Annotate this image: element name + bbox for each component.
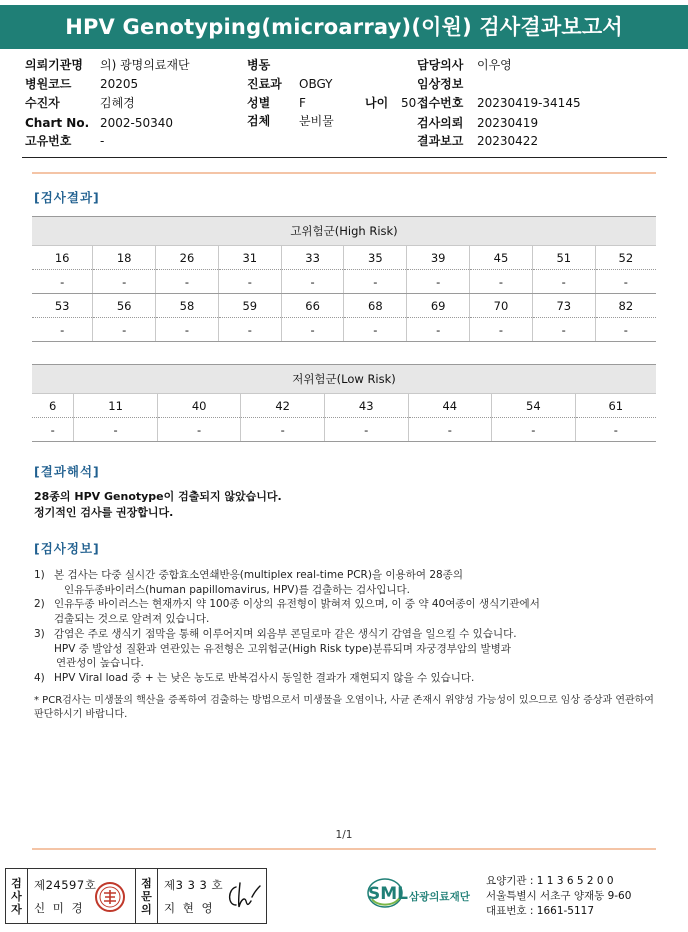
company-address: 서울특별시 서초구 양재동 9-60 xyxy=(486,890,632,902)
tester-id: 제24597호 xyxy=(34,878,97,892)
low-risk-header: 저위험군(Low Risk) xyxy=(32,365,656,394)
genotype-cell: 70 xyxy=(470,294,533,318)
section-title-info: [검사정보] xyxy=(34,541,100,556)
high-risk-header: 고위험군(High Risk) xyxy=(32,217,656,246)
result-cell: - xyxy=(492,418,576,442)
seal-stamp-icon xyxy=(94,881,126,913)
test-info-notes xyxy=(34,568,654,722)
genotype-cell: 40 xyxy=(157,394,241,418)
result-cell: - xyxy=(408,418,492,442)
table-row xyxy=(32,394,656,418)
genotype-cell: 53 xyxy=(32,294,93,318)
genotype-cell: 31 xyxy=(218,246,281,270)
genotype-cell: 44 xyxy=(408,394,492,418)
genotype-cell: 43 xyxy=(324,394,408,418)
tester-name: 신 미 경 xyxy=(34,901,85,915)
genotype-cell: 6 xyxy=(32,394,74,418)
result-cell: - xyxy=(470,270,533,294)
result-cell: - xyxy=(241,418,325,442)
info-age-value: 50 xyxy=(401,96,417,110)
list-item: 2) 인유두종 바이러스는 현재까지 약 100종 이상의 유전형이 밝혀져 있으며, 이 중 약 40여종이 생식기관에서 검출되는 것으로 알려져 있습니다. xyxy=(34,598,540,626)
genotype-cell: 33 xyxy=(281,246,344,270)
result-cell: - xyxy=(32,418,74,442)
result-cell: - xyxy=(156,270,219,294)
table-row xyxy=(32,294,656,318)
result-cell: - xyxy=(32,318,93,342)
reviewer-label: 점 문 의 xyxy=(136,869,158,923)
genotype-cell: 82 xyxy=(595,294,656,318)
result-cell: - xyxy=(157,418,241,442)
genotype-cell: 54 xyxy=(492,394,576,418)
table-row xyxy=(32,270,656,294)
handwritten-signature-icon xyxy=(224,879,264,913)
page-number: 1/1 xyxy=(335,829,353,841)
high-risk-table xyxy=(32,216,656,342)
genotype-cell: 68 xyxy=(344,294,407,318)
interpretation-line: 28종의 HPV Genotype이 검출되지 않았습니다. xyxy=(34,490,282,503)
result-cell: - xyxy=(74,418,158,442)
header-divider xyxy=(22,157,667,158)
result-cell: - xyxy=(281,318,344,342)
logo-company-name: 삼광의료재단 xyxy=(409,891,470,903)
result-cell: - xyxy=(324,418,408,442)
result-cell: - xyxy=(407,318,470,342)
result-cell: - xyxy=(575,418,656,442)
genotype-cell: 66 xyxy=(281,294,344,318)
genotype-cell: 59 xyxy=(218,294,281,318)
reviewer-cell xyxy=(158,869,266,923)
table-row xyxy=(32,318,656,342)
report-title: HPV Genotyping(microarray)(이원) 검사결과보고서 xyxy=(0,5,688,49)
tester-cell xyxy=(28,869,136,923)
company-phone: 대표번호 : 1661-5117 xyxy=(486,905,595,917)
genotype-cell: 73 xyxy=(532,294,595,318)
result-cell: - xyxy=(156,318,219,342)
reviewer-id: 제3 3 3 호 xyxy=(164,878,224,892)
logo-text: SML xyxy=(368,884,408,904)
section-divider xyxy=(32,172,656,174)
list-item: 4) HPV Viral load 중 + 는 낮은 농도로 반복검사시 동일한 결과가 재현되지 않을 수 있습니다. xyxy=(34,671,475,684)
result-cell: - xyxy=(93,318,156,342)
result-cell: - xyxy=(407,270,470,294)
sml-logo-icon xyxy=(367,873,482,917)
genotype-cell: 51 xyxy=(532,246,595,270)
footnote: * PCR검사는 미생물의 핵산을 증폭하여 검출하는 방법으로서 미생물을 오염이나, 사균 존재시 위양성 가능성이 있으므로 임상 증상과 연관하여 판단하시기 바랍니다. xyxy=(34,694,654,720)
genotype-cell: 39 xyxy=(407,246,470,270)
interpretation-text xyxy=(34,489,282,521)
genotype-cell: 52 xyxy=(595,246,656,270)
result-cell: - xyxy=(532,270,595,294)
genotype-cell: 42 xyxy=(241,394,325,418)
info-age-label: 나이 xyxy=(365,96,389,110)
list-item: 1) 본 검사는 다중 실시간 중합효소연쇄반응(multiplex real-time PCR)을 이용하여 28종의 인유두종바이러스(human papillomavirus, HPV)를 검출하는 검사입니다. xyxy=(34,569,463,596)
footer-divider xyxy=(32,848,656,850)
signature-box xyxy=(5,868,267,924)
genotype-cell: 61 xyxy=(575,394,656,418)
result-cell: - xyxy=(93,270,156,294)
genotype-cell: 56 xyxy=(93,294,156,318)
genotype-cell: 35 xyxy=(344,246,407,270)
genotype-cell: 58 xyxy=(156,294,219,318)
genotype-cell: 26 xyxy=(156,246,219,270)
tester-label: 검 사 자 xyxy=(6,869,28,923)
company-info xyxy=(486,874,631,919)
result-cell: - xyxy=(218,318,281,342)
low-risk-table xyxy=(32,364,656,442)
result-cell: - xyxy=(595,318,656,342)
list-item: 3) 감염은 주로 생식기 점막을 통해 이루어지며 외음부 콘딜로마 같은 생식기 감염을 일으킬 수 있습니다. HPV 중 발암성 질환과 연관있는 유전형은 고위험군(High Risk type)분류되며 자궁경부암의 발병과 연관성이 높습니다. xyxy=(34,627,517,670)
result-cell: - xyxy=(470,318,533,342)
result-cell: - xyxy=(281,270,344,294)
table-row xyxy=(32,246,656,270)
genotype-cell: 45 xyxy=(470,246,533,270)
genotype-cell: 16 xyxy=(32,246,93,270)
result-cell: - xyxy=(344,318,407,342)
section-title-interpretation: [결과해석] xyxy=(34,464,100,479)
result-cell: - xyxy=(595,270,656,294)
interpretation-line: 정기적인 검사를 권장합니다. xyxy=(34,506,174,519)
table-row xyxy=(32,418,656,442)
genotype-cell: 69 xyxy=(407,294,470,318)
genotype-cell: 11 xyxy=(74,394,158,418)
genotype-cell: 18 xyxy=(93,246,156,270)
institution-number: 요양기관 : 1 1 3 6 5 2 0 0 xyxy=(486,875,614,887)
reviewer-name: 지 현 영 xyxy=(164,901,215,915)
company-logo xyxy=(367,873,482,917)
result-cell: - xyxy=(218,270,281,294)
result-cell: - xyxy=(532,318,595,342)
result-cell: - xyxy=(344,270,407,294)
section-title-results: [검사결과] xyxy=(34,190,100,205)
result-cell: - xyxy=(32,270,93,294)
